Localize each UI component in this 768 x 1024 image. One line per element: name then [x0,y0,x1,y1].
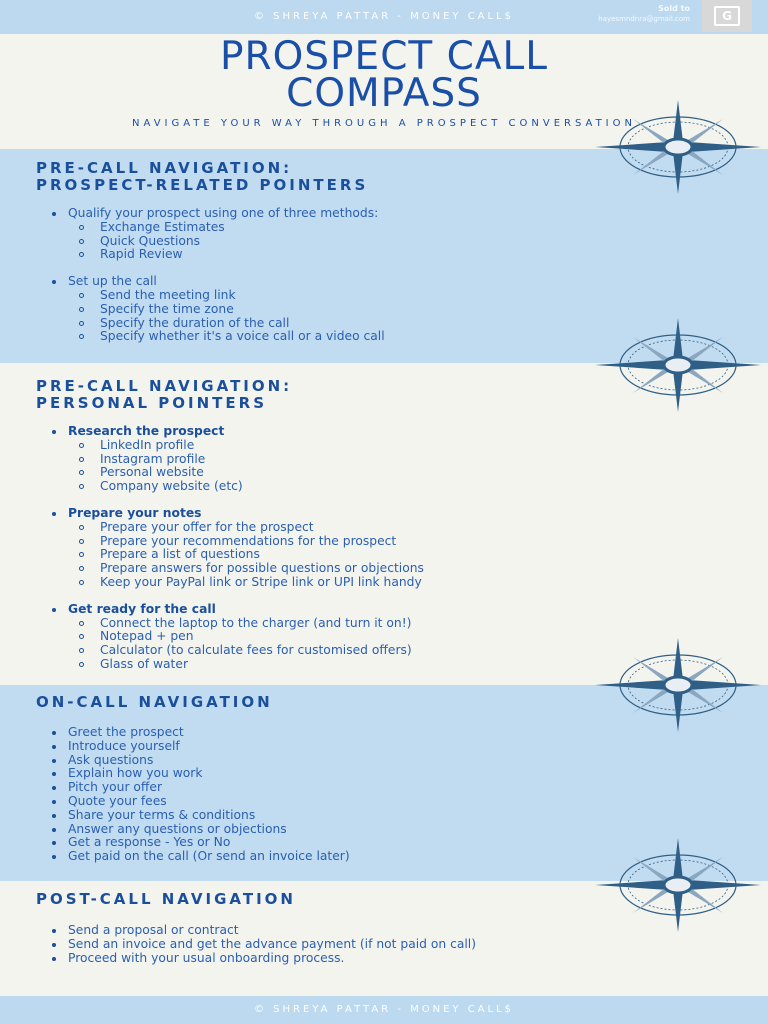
compass-rose-icon [593,97,763,197]
list-item: Qualify your prospect using one of three methods: [50,207,730,221]
list-item: Answer any questions or objections [50,823,730,837]
sold-to-watermark [570,3,690,25]
list-subitem: Specify the time zone [50,303,730,317]
list-subitem: Exchange Estimates [50,221,730,235]
list-subitem: Specify the duration of the call [50,317,730,331]
sold-to-email: hayesmndnra@gmail.com [598,15,690,23]
compass-rose-icon [593,635,763,735]
list-subitem: Quick Questions [50,235,730,249]
list-item: Send an invoice and get the advance payment (if not paid on call) [50,938,730,952]
list-subitem: Prepare answers for possible questions or objections [50,562,730,576]
list-item: Pitch your offer [50,781,730,795]
list-subitem: Notepad + pen [50,630,730,644]
list-item: Explain how you work [50,767,730,781]
compass-rose-icon [593,835,763,935]
list-item: Ask questions [50,754,730,768]
page-subtitle: NAVIGATE YOUR WAY THROUGH A PROSPECT CONVERSATION [132,118,636,129]
list-item: Greet the prospect [50,726,730,740]
list-group [50,507,730,590]
section-title-pre-call-personal [36,378,292,412]
list-subitem: Connect the laptop to the charger (and turn it on!) [50,617,730,631]
section-title-line: PRE-CALL NAVIGATION: [36,377,293,395]
sold-to-label: Sold to [658,4,690,13]
list-subitem: Prepare your offer for the prospect [50,521,730,535]
list-subitem: Keep your PayPal link or Stripe link or UPI link handy [50,576,730,590]
list-subitem: Rapid Review [50,248,730,262]
top-banner [0,0,768,34]
list-item: Quote your fees [50,795,730,809]
list-item: Send a proposal or contract [50,924,730,938]
header-credit: © SHREYA PATTAR - MONEY CALL$ [253,11,515,22]
section-title-line: PRE-CALL NAVIGATION: [36,159,293,177]
list-subitem: Prepare a list of questions [50,548,730,562]
bottom-banner [0,996,768,1024]
list-subitem: Personal website [50,466,730,480]
gumroad-logo-icon: G [714,6,740,26]
list-subitem: Send the meeting link [50,289,730,303]
list-item: Get a response - Yes or No [50,836,730,850]
list-item: Share your terms & conditions [50,809,730,823]
list-item: Introduce yourself [50,740,730,754]
title-line-2: COMPASS [286,71,482,116]
list-subitem: Calculator (to calculate fees for customised offers) [50,644,730,658]
list-item: Prepare your notes [50,507,730,521]
list-subitem: Specify whether it's a voice call or a video call [50,330,730,344]
footer-credit: © SHREYA PATTAR - MONEY CALL$ [253,1004,515,1015]
list-group [50,207,730,262]
section-title-post-call: POST-CALL NAVIGATION [36,890,296,908]
list-subitem: Company website (etc) [50,480,730,494]
list-item: Get ready for the call [50,603,730,617]
section-title-on-call: ON-CALL NAVIGATION [36,693,273,711]
list-subitem: Instagram profile [50,453,730,467]
list-group [50,425,730,494]
list-item: Research the prospect [50,425,730,439]
gumroad-badge[interactable] [702,0,752,32]
title-line-1: PROSPECT CALL [219,34,549,79]
list-item: Proceed with your usual onboarding process. [50,952,730,966]
compass-rose-icon [593,315,763,415]
list-item: Get paid on the call (Or send an invoice later) [50,850,730,864]
list-subitem: Glass of water [50,658,730,672]
section-title-pre-call-prospect [36,160,368,194]
list-subitem: Prepare your recommendations for the prospect [50,535,730,549]
section-title-line: PERSONAL POINTERS [36,394,267,412]
list-subitem: LinkedIn profile [50,439,730,453]
section-title-line: PROSPECT-RELATED POINTERS [36,176,369,194]
list-item: Set up the call [50,275,730,289]
